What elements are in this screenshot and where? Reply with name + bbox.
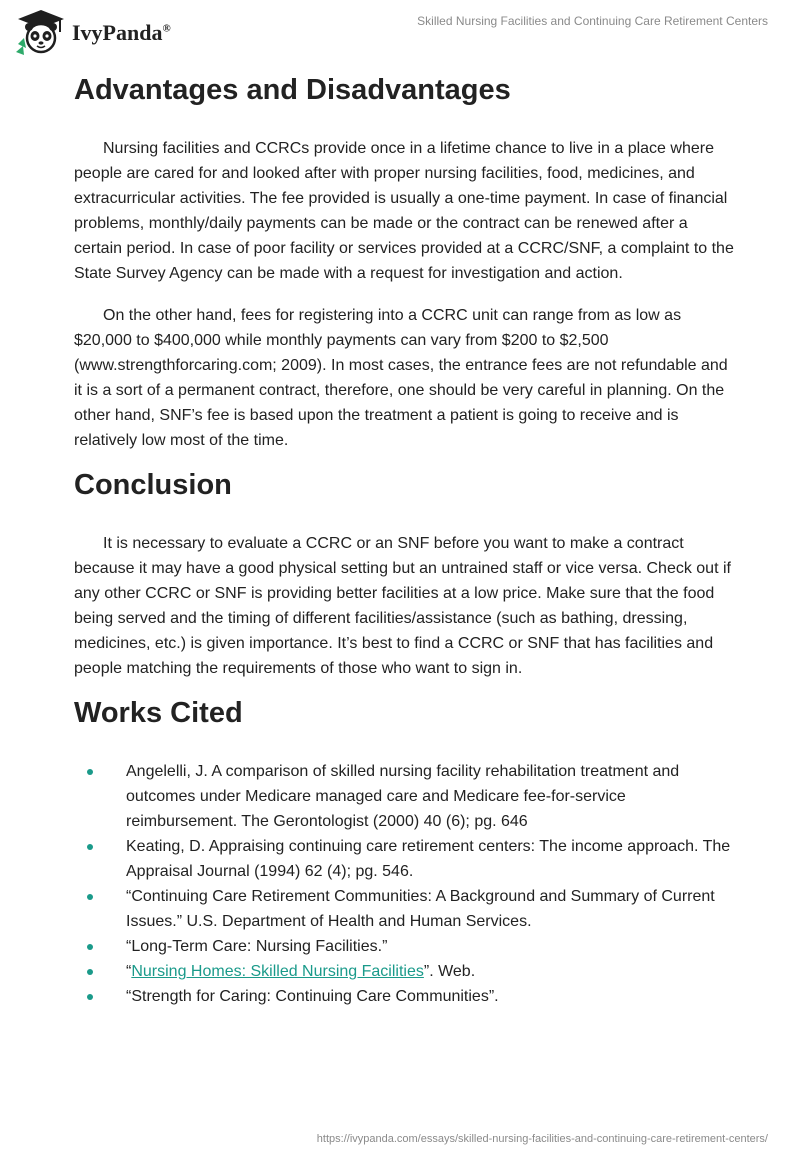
footer-url: https://ivypanda.com/essays/skilled-nursing-facilities-and-continuing-care-retirement-centers/: [316, 1133, 768, 1145]
section-advantages: [74, 70, 734, 453]
bullet-icon: [87, 969, 93, 975]
citation-item: “Continuing Care Retirement Communities: A Background and Summary of Current Issues.” U.S. Department of Health and Human Services.: [74, 884, 734, 934]
bullet-icon: [87, 769, 93, 775]
bullet-icon: [87, 944, 93, 950]
citation-item: Angelelli, J. A comparison of skilled nursing facility rehabilitation treatment and outcomes under Medicare managed care and Medicare fee-for-service reimbursement. The Gerontologist (2000) 40 (6); pg. 646: [74, 759, 734, 834]
citation-item: “Long-Term Care: Nursing Facilities.”: [74, 934, 734, 959]
bullet-icon: [87, 994, 93, 1000]
bullet-icon: [87, 844, 93, 850]
paragraph: On the other hand, fees for registering into a CCRC unit can range from as low as $20,000 to $400,000 while monthly payments can vary from $200 to $2,500 (www.strengthforcaring.com; 2009). In most cases, the entrance fees are not refundable and it is a sort of a permanent contract, therefore, one should be very careful in planning. On the other hand, SNF’s fee is based upon the treatment a patient is going to receive and is relatively low most of the time.: [74, 307, 728, 449]
panda-graduate-icon: [14, 8, 68, 56]
document-title: Skilled Nursing Facilities and Continuing Care Retirement Centers: [417, 14, 768, 28]
section-heading: Conclusion: [74, 469, 232, 501]
citation-link[interactable]: Nursing Homes: Skilled Nursing Facilities: [131, 963, 424, 980]
citation-item: “Nursing Homes: Skilled Nursing Facilities”. Web.: [74, 959, 734, 984]
paragraph: It is necessary to evaluate a CCRC or an SNF before you want to make a contract because it may have a good physical setting but an untrained staff or vice versa. Check out if any other CCRC or SNF is providing better facilities at a low price. Make sure that the food being served and the timing of different facilities/assistance (such as bathing, dressing, medicines, etc.) is given importance. It’s best to find a CCRC or SNF that has facilities and people matching the requirements of those who want to sign in.: [74, 535, 731, 677]
section-heading: Advantages and Disadvantages: [74, 74, 511, 106]
brand-logo[interactable]: [14, 8, 171, 56]
section-heading: Works Cited: [74, 697, 243, 729]
essay-content: [74, 70, 734, 1009]
bullet-icon: [87, 894, 93, 900]
citation-item: “Strength for Caring: Continuing Care Communities”.: [74, 984, 734, 1009]
section-conclusion: [74, 465, 734, 681]
registered-mark: ®: [162, 22, 171, 35]
brand-name: IvyPanda®: [72, 20, 171, 45]
citation-item: Keating, D. Appraising continuing care retirement centers: The income approach. The Appraisal Journal (1994) 62 (4); pg. 546.: [74, 834, 734, 884]
page-header: [0, 0, 800, 62]
citation-list: [74, 759, 734, 1009]
paragraph: Nursing facilities and CCRCs provide once in a lifetime chance to live in a place where people are cared for and looked after with proper nursing facilities, food, medicines, and extracurricular activities. The fee provided is usually a one-time payment. In case of financial problems, monthly/daily payments can be made or the contract can be renewed after a certain period. In case of poor facility or services provided at a CCRC/SNF, a complaint to the State Survey Agency can be made with a request for investigation and action.: [74, 140, 734, 282]
section-works-cited: [74, 693, 734, 1009]
